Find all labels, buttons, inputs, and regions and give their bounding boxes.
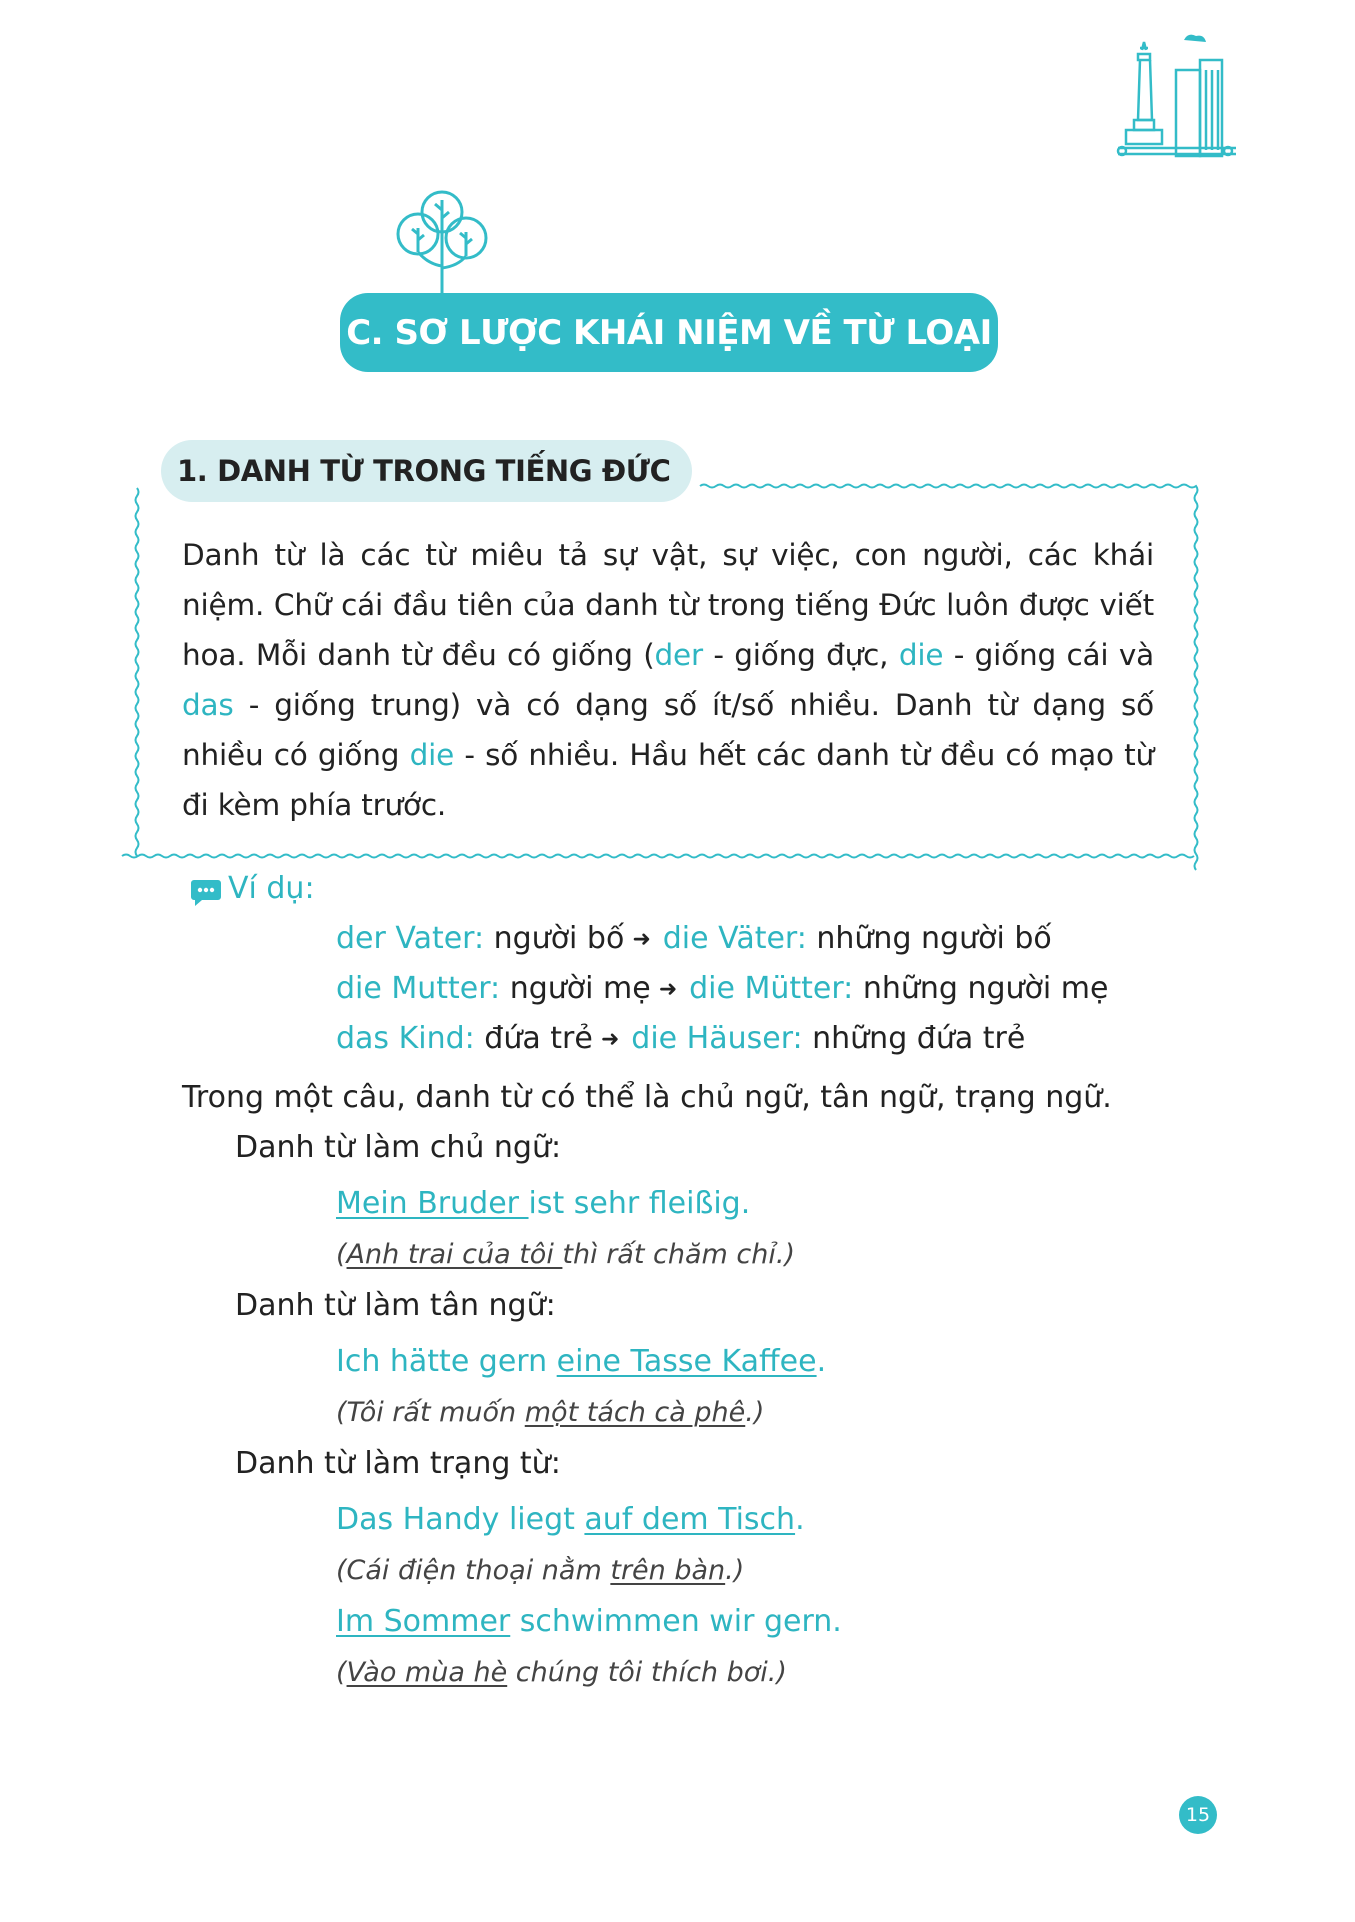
- subsection-title: 1. DANH TỪ TRONG TIẾNG ĐỨC: [177, 454, 671, 488]
- article-die: die: [898, 638, 944, 672]
- german-noun: das Kind:: [336, 1021, 475, 1056]
- german-example: [336, 1186, 750, 1221]
- german-noun-plural: die Häuser:: [631, 1021, 803, 1056]
- role-label-object: Danh từ làm tân ngữ:: [235, 1288, 556, 1323]
- role-label-adverbial: Danh từ làm trạng từ:: [235, 1446, 561, 1481]
- vietnamese-translation: [336, 1657, 787, 1688]
- subsection-header: [161, 440, 692, 502]
- definition-text: - giống trung) và có dạng số ít/số nhiều. Danh từ dạng số nhiều có giống: [182, 688, 1154, 772]
- definition-text: Danh từ là các từ miêu tả sự vật, sự việc, con người, các khái niệm. Chữ cái đầu tiên của danh từ trong tiếng Đức luôn được viết hoa. Mỗi danh từ đều có giống (: [182, 538, 1154, 672]
- example-line: [336, 971, 1108, 1006]
- vietnamese-meaning: người mẹ: [500, 971, 651, 1006]
- vietnamese-text: (Cái điện thoại nằm: [336, 1555, 611, 1586]
- vietnamese-meaning: những đứa trẻ: [802, 1021, 1026, 1056]
- vietnamese-text: thì rất chăm chỉ.): [562, 1239, 795, 1270]
- vietnamese-text: .): [725, 1555, 745, 1586]
- german-text: ist sehr fleißig.: [528, 1186, 751, 1221]
- german-text: schwimmen wir gern.: [510, 1604, 842, 1639]
- vietnamese-meaning: đứa trẻ: [474, 1021, 593, 1056]
- page-number: 15: [1179, 1796, 1217, 1834]
- example-label: Ví dụ:: [228, 871, 315, 906]
- arrow-icon: ➜: [632, 927, 651, 952]
- vietnamese-translation: [336, 1239, 795, 1270]
- article-das: das: [182, 688, 234, 722]
- german-noun: der Vater:: [336, 921, 485, 956]
- definition-text: - số nhiều. Hầu hết các danh từ đều có mạo từ đi kèm phía trước.: [182, 738, 1155, 822]
- german-noun-plural: die Mütter:: [689, 971, 854, 1006]
- example-line: [336, 1021, 1025, 1056]
- underlined-noun: Mein Bruder: [336, 1186, 529, 1221]
- example-line: [336, 921, 1052, 956]
- vietnamese-meaning: những người mẹ: [853, 971, 1109, 1006]
- vietnamese-text: (: [336, 1239, 347, 1270]
- arrow-icon: ➜: [600, 1027, 620, 1052]
- german-text: .: [795, 1502, 805, 1537]
- german-noun-plural: die Väter:: [662, 921, 807, 956]
- definition-paragraph: [182, 530, 1154, 830]
- underlined-noun: Vào mùa hè: [346, 1657, 508, 1688]
- vietnamese-text: .): [745, 1397, 765, 1428]
- underlined-noun: Anh trai của tôi: [346, 1239, 563, 1270]
- vietnamese-meaning: những người bố: [806, 921, 1052, 956]
- vietnamese-meaning: người bố: [484, 921, 625, 956]
- vietnamese-text: (Tôi rất muốn: [336, 1397, 525, 1428]
- underlined-noun: một tách cà phê: [524, 1397, 746, 1428]
- underlined-noun: auf dem Tisch: [584, 1502, 796, 1537]
- speech-bubble-icon: [190, 878, 222, 908]
- underlined-noun: Im Sommer: [336, 1604, 511, 1639]
- german-text: .: [816, 1344, 827, 1379]
- definition-text: - giống cái và: [943, 638, 1154, 672]
- german-noun: die Mutter:: [336, 971, 501, 1006]
- german-example: [336, 1344, 826, 1379]
- vietnamese-text: (: [336, 1657, 347, 1688]
- intro-sentence: Trong một câu, danh từ có thể là chủ ngữ, tân ngữ, trạng ngữ.: [182, 1080, 1112, 1115]
- role-label-subject: Danh từ làm chủ ngữ:: [235, 1130, 562, 1165]
- definition-text: - giống đực,: [702, 638, 899, 672]
- german-example: [336, 1502, 805, 1537]
- vietnamese-translation: [336, 1397, 764, 1428]
- underlined-noun: trên bàn: [610, 1555, 726, 1586]
- vietnamese-text: chúng tôi thích bơi.): [507, 1657, 787, 1688]
- underlined-noun: eine Tasse Kaffee: [556, 1344, 817, 1379]
- section-title: C. SƠ LƯỢC KHÁI NIỆM VỀ TỪ LOẠI: [346, 312, 992, 353]
- article-der: der: [654, 638, 703, 672]
- german-text: Ich hätte gern: [336, 1344, 557, 1379]
- arrow-icon: ➜: [658, 977, 678, 1002]
- german-text: Das Handy liegt: [336, 1502, 585, 1537]
- german-example: [336, 1604, 842, 1639]
- vietnamese-translation: [336, 1555, 744, 1586]
- article-die-plural: die: [409, 738, 455, 772]
